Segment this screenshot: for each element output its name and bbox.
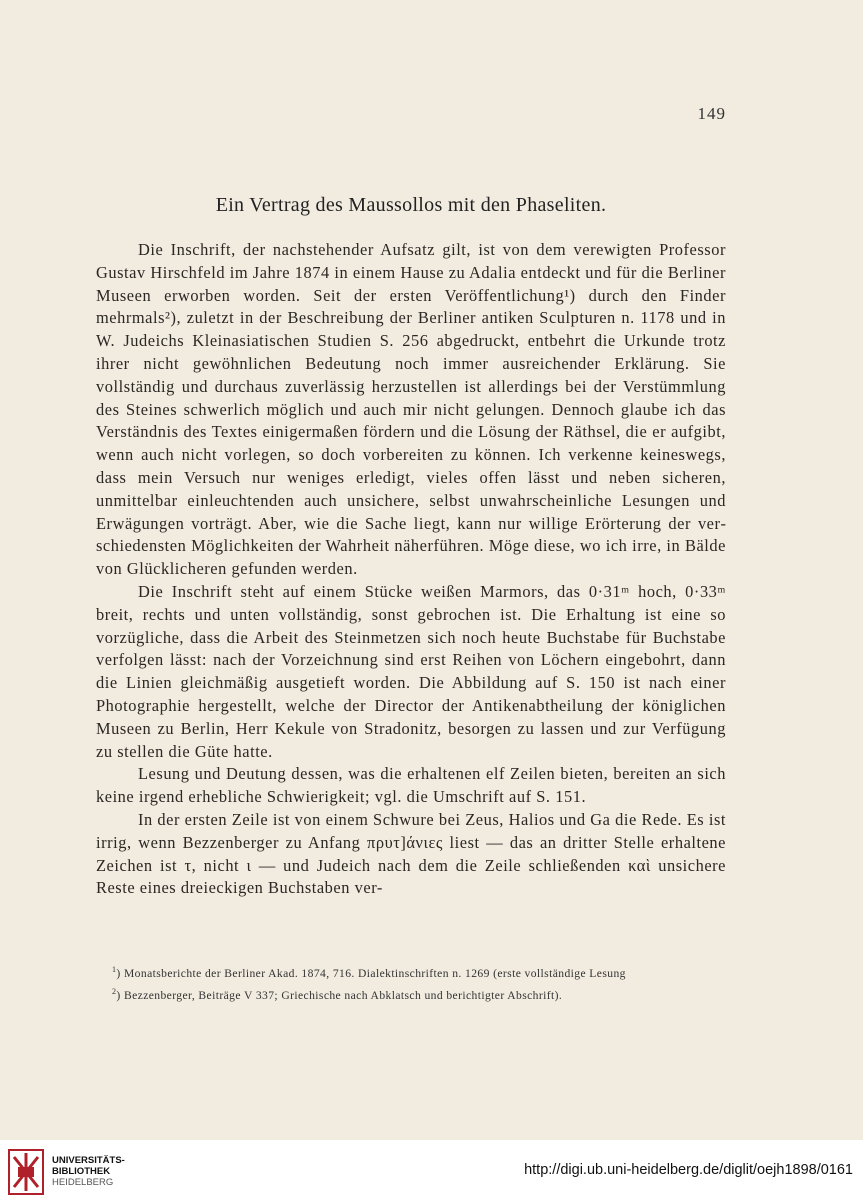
footnote-text: Bezzenberger, Beiträge V 337; Griechische nach Abklatsch und berichtigter Abschrift). [123, 988, 563, 1002]
paragraph: Lesung und Deutung dessen, was die erhaltenen elf Zeilen bieten, bereiten an sich keine irgend erhebliche Schwierigkeit; vgl. die Umschrift auf S. 151. [96, 764, 726, 807]
footnote-text: Monatsberichte der Berliner Akad. 1874, 716. Dialektinschriften n. 1269 (erste vollständige Lesung [123, 966, 626, 980]
article-body [96, 239, 726, 900]
library-name-line: BIBLIOTHEK [52, 1166, 111, 1177]
library-name-line: UNIVERSITÄTS- [52, 1155, 125, 1166]
paragraph: In der ersten Zeile ist von einem Schwure bei Zeus, Halios und Ga die Rede. Es ist irrig, wenn Bezzenberger zu Anfang πρυτ]άνιες liest — das an dritter Stelle erhaltene Zeichen ist τ, nicht ι — und Judeich nach dem die Zeile schließenden καὶ unsichere Reste eines dreieckigen Buchstaben ver- [96, 809, 726, 898]
page-number: 149 [697, 104, 726, 123]
footnotes [112, 961, 728, 1005]
paragraph: Die Inschrift, der nachstehender Aufsatz gilt, ist von dem verewigten Professor Gustav Hirschfeld im Jahre 1874 in einem Hause zu Adalia entdeckt und für die Berliner Museen erworben worden. Seit der ersten Veröffentlichung¹) durch den Finder mehrmals²), zuletzt in der Beschreibung der Berliner antiken Sculpturen n. 1178 und in W. Judeichs Kleinasiatischen Studien S. 256 abgedruckt, entbehrt die Urkunde trotz ihrer nicht gewöhnlichen Bedeutung noch immer ausreichender Erklärung. Sie vollständig und durchaus zuverlässig herzustellen ist allerdings bei der Verstümmlung des Steines schwerlich möglich und auch mir nicht gelungen. Dennoch glaube ich das Verständnis des Textes einigermaßen fördern und die Lösung der Räthsel, die er aufgibt, wenn auch nicht vorlegen, so doch vorbereiten zu können. Ich verkenne keineswegs, dass mein Versuch nur weniges erledigt, vieles offen lässt und neben sicheren, unmittelbar einleuchtenden auch unsichere, selbst unwahrscheinliche Lesungen und Erwägungen vorträgt. Aber, wie die Sache liegt, kann nur willige Erörterung der verschiedensten Möglichkeiten der Wahrheit näherführen. Möge diese, wo ich irre, in Bälde von Glücklicheren gefunden werden. [96, 240, 726, 579]
permalink-url[interactable]: http://digi.ub.uni-heidelberg.de/diglit/oejh1898/0161 [524, 1162, 853, 1178]
library-name-line: HEIDELBERG [52, 1177, 114, 1188]
footer-bar [0, 1140, 863, 1204]
footnote: $^1$) Monatsberichte der Berliner Akad. 1874, 716. Dialektinschriften n. 1269 (erste vollständige Lesung [112, 965, 626, 980]
footnote: $^2$) Bezzenberger, Beiträge V 337; Griechische nach Abklatsch und berichtigter Abschrift). [112, 986, 563, 1002]
article-title: Ein Vertrag des Maussollos mit den Phaseliten. [215, 194, 607, 216]
paragraph: Die Inschrift steht auf einem Stücke weißen Marmors, das 0·31ᵐ hoch, 0·33ᵐ breit, rechts und unten vollständig, sonst gebrochen ist. Die Erhaltung ist eine so vorzügliche, dass die Arbeit des Steinmetzen sich noch heute Buchstabe für Buchstabe verfolgen lässt: nach der Vorzeichnung sind erst Reihen von Löchern eingebohrt, dann die Linien gleichmäßig ausgetieft worden. Die Abbildung auf S. 150 ist nach einer Photographie hergestellt, welche der Director der Antikenabtheilung der königlichen Museen zu Berlin, Herr Kekule von Stradonitz, besorgen zu lassen und zur Verfügung zu stellen die Güte hatte. [96, 581, 726, 761]
footnote-mark: 1 [112, 965, 117, 974]
footnote-mark: 2 [112, 986, 117, 996]
library-name [52, 1155, 125, 1188]
heidelberg-library-logo-icon [8, 1149, 44, 1195]
